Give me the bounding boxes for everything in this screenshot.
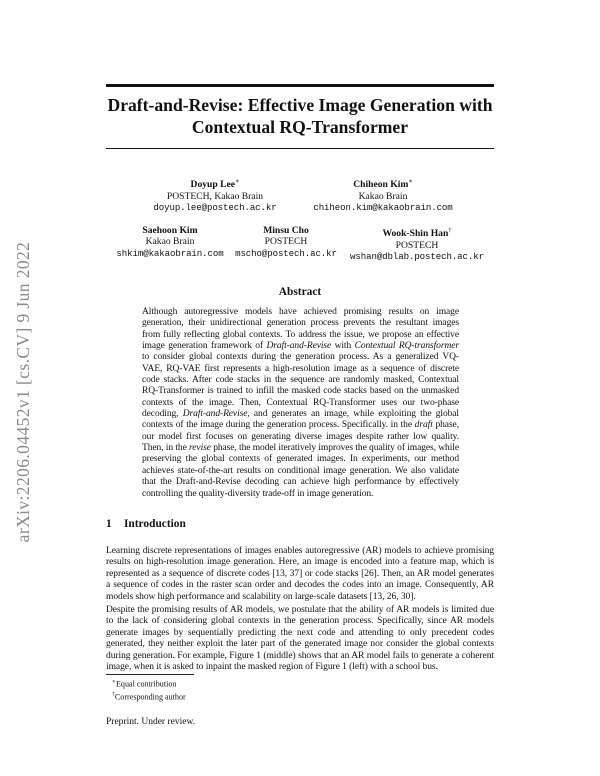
author-name: Minsu Cho [263, 225, 309, 236]
author-email[interactable]: mscho@postech.ac.kr [235, 247, 337, 259]
author-affiliation: POSTECH [264, 236, 308, 248]
preprint-notice: Preprint. Under review. [106, 717, 196, 727]
author-name: Doyup Lee∗ [190, 178, 240, 191]
section-heading-introduction [106, 518, 186, 530]
author-block-doyup-lee [125, 176, 305, 213]
footnotes [112, 677, 186, 704]
title-line-1: Draft-and-Revise: Effective Image Generation with [107, 95, 493, 115]
author-block-chiheon-kim [293, 176, 473, 213]
author-block-wook-shin-han [327, 225, 507, 262]
author-email[interactable]: chiheon.kim@kakaobrain.com [313, 202, 453, 213]
title-top-rule [106, 84, 494, 87]
title-line-2: Contextual RQ-Transformer [191, 117, 409, 137]
arxiv-identifier: arXiv:2206.04452v1 [cs.CV] 9 Jun 2022 [13, 241, 33, 543]
author-name: Saehoon Kim [142, 225, 198, 236]
section-title: Introduction [124, 518, 186, 530]
author-affiliation: POSTECH [395, 239, 439, 251]
author-name: Wook-Shin Han† [382, 227, 452, 240]
author-affiliation: POSTECH, Kakao Brain [166, 190, 264, 202]
footnote-equal-contribution: ∗Equal contribution [112, 679, 177, 689]
intro-paragraph-2: Despite the promising results of AR models, we postulate that the ability of AR models is limited due to the lack of considering global contexts in the generation process. Specifically, since AR models generate images by sequentially predicting the next code and attending to only precedent codes generated, they neither exploit the later part of the generated image nor consider the global contexts during generation. For example, Figure 1 (middle) shows that an AR model fails to generate a coherent image, when it is asked to inpaint the masked region of Figure 1 (left) with a school bus. [106, 605, 494, 673]
footnote-mark: ∗ [408, 178, 413, 185]
author-email[interactable]: shkim@kakaobrain.com [116, 247, 224, 259]
author-email[interactable]: wshan@dblab.postech.ac.kr [350, 251, 484, 262]
footnote-mark: ∗ [235, 178, 240, 185]
section-number: 1 [106, 518, 112, 530]
paper-title [106, 94, 494, 138]
author-email[interactable]: doyup.lee@postech.ac.kr [153, 202, 277, 213]
abstract-heading: Abstract [278, 286, 322, 298]
author-affiliation: Kakao Brain [145, 236, 195, 248]
title-bottom-rule [106, 148, 494, 149]
author-affiliation: Kakao Brain [358, 190, 408, 202]
author-name: Chiheon Kim∗ [353, 178, 413, 191]
footnote-rule [106, 674, 194, 675]
abstract-body: Although autoregressive models have achieved promising results on image generation, their unidirectional generation process prevents the resultant images from fully reflecting global contexts. To address the issue, we propose an effective image generation framework of Draft-and-Revise with Contextual RQ-transformer to consider global contexts during the generation process. As a generalized VQ-VAE, RQ-VAE first represents a high-resolution image as a sequence of discrete code stacks. After code stacks in the sequence are randomly masked, Contextual RQ-Transformer is trained to infill the masked code stacks based on the unmasked contexts of the image. Then, Contextual RQ-Transformer uses our two-phase decoding, Draft-and-Revise, and generates an image, while exploiting the global contexts of the image during the generation process. Specifically. in the draft phase, our model first focuses on generating diverse images despite rather low quality. Then, in the revise phase, the model iteratively improves the quality of images, while preserving the global contexts of generated images. In experiments, our method achieves state-of-the-art results on conditional image generation. We also validate that the Draft-and-Revise decoding can achieve high performance by effectively controlling the quality-diversity trade-off in image generation. [142, 307, 459, 499]
footnote-corresponding-author: †Corresponding author [112, 692, 186, 702]
intro-paragraph-1: Learning discrete representations of images enables autoregressive (AR) models to achieve promising results on high-resolution image generation. Here, an image is encoded into a feature map, which is represented as a sequence of discrete codes [13, 37] or code stacks [26]. Then, an AR model generates a sequence of codes in the raster scan order and decodes the codes into an image. Consequently, AR models show high performance and scalability on large-scale datasets [13, 26, 30]. [106, 546, 494, 602]
footnote-mark: † [448, 227, 452, 234]
